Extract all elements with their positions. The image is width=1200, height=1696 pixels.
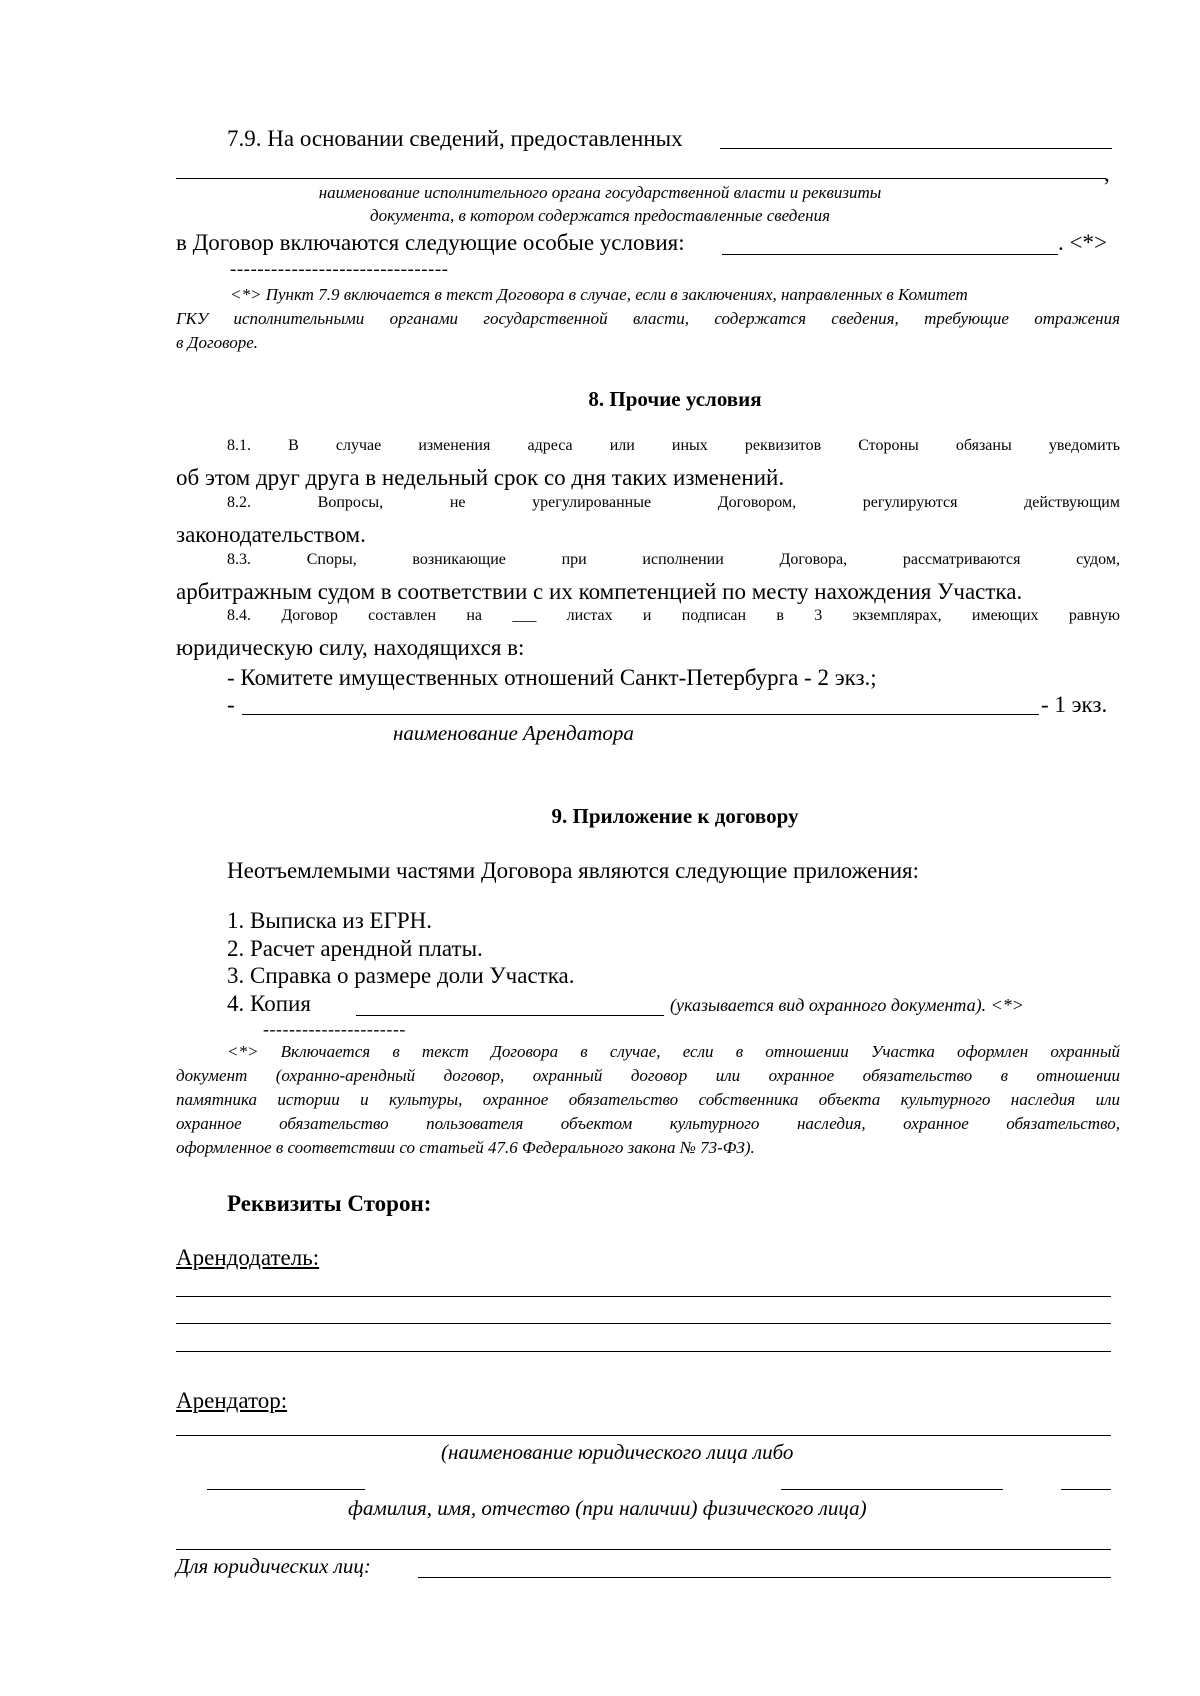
tenant-line-2c: [1061, 1489, 1111, 1490]
clause-8-4-line-1: 8.4. Договор составлен на ___ листах и подписан в 3 экземплярах, имеющих равную: [227, 607, 1120, 624]
tenant-name-caption: наименование Арендатора: [393, 721, 634, 745]
special-conditions-text: в Договор включаются следующие особые условия:: [176, 230, 685, 255]
clause-8-3-line-1: 8.3. Споры, возникающие при исполнении Договора, рассматриваются судом,: [227, 551, 1120, 568]
footnote-separator-2: ----------------------: [263, 1019, 406, 1039]
footnote-7-9-line-2: ГКУ исполнительными органами государственной власти, содержатся сведения, требующие отражения: [176, 309, 1120, 328]
clause-8-4-line-2: юридическую силу, находящихся в:: [176, 635, 525, 660]
agency-caption-1: наименование исполнительного органа государственной власти и реквизиты: [318, 183, 882, 202]
tenant-line-3: [176, 1549, 1111, 1550]
appendix-item-4: 4. Копия: [227, 991, 311, 1016]
landlord-line-1: [176, 1296, 1111, 1297]
appendix-item-2: 2. Расчет арендной платы.: [227, 936, 483, 961]
tenant-label: Арендатор:: [176, 1388, 288, 1413]
tenant-line-2b: [781, 1489, 1003, 1490]
clause-8-3-line-2: арбитражным судом в соответствии с их компетенцией по месту нахождения Участка.: [176, 579, 1023, 604]
requisites-heading: Реквизиты Сторон:: [227, 1191, 432, 1216]
tenant-caption-a: (наименование юридического лица либо: [441, 1440, 794, 1464]
agency-name-line-2: [176, 178, 1106, 179]
tenant-caption-b: фамилия, имя, отчество (при наличии) физического лица): [348, 1496, 867, 1520]
footnote-9-line-2: документ (охранно-арендный договор, охранный договор или охранное обязательство в отношении: [176, 1066, 1120, 1085]
copy-item-tenant-count: - 1 экз.: [1041, 692, 1108, 717]
footnote-9-line-1: <*> Включается в текст Договора в случае, если в отношении Участка оформлен охранный: [227, 1042, 1120, 1061]
landlord-line-3: [176, 1351, 1111, 1352]
legal-entities-label: Для юридических лиц:: [176, 1554, 371, 1578]
footnote-separator: --------------------------------: [230, 259, 449, 280]
tenant-name-line: [242, 714, 1039, 715]
footnote-7-9-line-1: <*> Пункт 7.9 включается в текст Договора в случае, если в заключениях, направленных в Комитет: [230, 285, 968, 304]
copy-item-dash: -: [227, 692, 235, 717]
appendix-item-3: 3. Справка о размере доли Участка.: [227, 963, 575, 988]
clause-8-1-line-1: 8.1. В случае изменения адреса или иных реквизитов Стороны обязаны уведомить: [227, 437, 1120, 454]
tenant-line-1: [176, 1435, 1111, 1436]
clause-7-9-text: 7.9. На основании сведений, предоставленных: [227, 126, 683, 151]
legal-entities-line: [418, 1577, 1111, 1578]
tenant-line-2a: [207, 1489, 365, 1490]
agency-name-line: [720, 148, 1112, 149]
section-8-heading: 8. Прочие условия: [588, 387, 762, 411]
appendix-item-1: 1. Выписка из ЕГРН.: [227, 908, 433, 933]
landlord-label: Арендодатель:: [176, 1245, 320, 1270]
clause-8-2-line-1: 8.2. Вопросы, не урегулированные Договором, регулируются действующим: [227, 494, 1120, 511]
appendix-intro: Неотъемлемыми частями Договора являются следующие приложения:: [227, 858, 919, 883]
footnote-9-line-3: памятника истории и культуры, охранное обязательство собственника объекта культурного наследия или: [176, 1090, 1120, 1109]
clause-8-1-line-2: об этом друг друга в недельный срок со дня таких изменений.: [176, 465, 785, 490]
section-9-heading: 9. Приложение к договору: [551, 804, 799, 828]
landlord-line-2: [176, 1323, 1111, 1324]
clause-8-2-line-2: законодательством.: [176, 522, 366, 547]
footnote-9-line-5: оформленное в соответствии со статьей 47.6 Федерального закона № 73-ФЗ).: [176, 1138, 755, 1157]
copy-item-committee: - Комитете имущественных отношений Санкт-Петербурга - 2 экз.;: [227, 665, 877, 690]
special-conditions-end: . <*>: [1058, 230, 1107, 255]
comma: ,: [1104, 161, 1110, 186]
footnote-9-line-4: охранное обязательство пользователя объектом культурного наследия, охранное обязательство,: [176, 1114, 1120, 1133]
footnote-7-9-line-3: в Договоре.: [176, 333, 259, 352]
special-conditions-line: [722, 254, 1058, 255]
appendix-item-4-hint: (указывается вид охранного документа). <*>: [670, 995, 1024, 1015]
agency-caption-2: документа, в котором содержатся предоставленные сведения: [370, 206, 830, 225]
